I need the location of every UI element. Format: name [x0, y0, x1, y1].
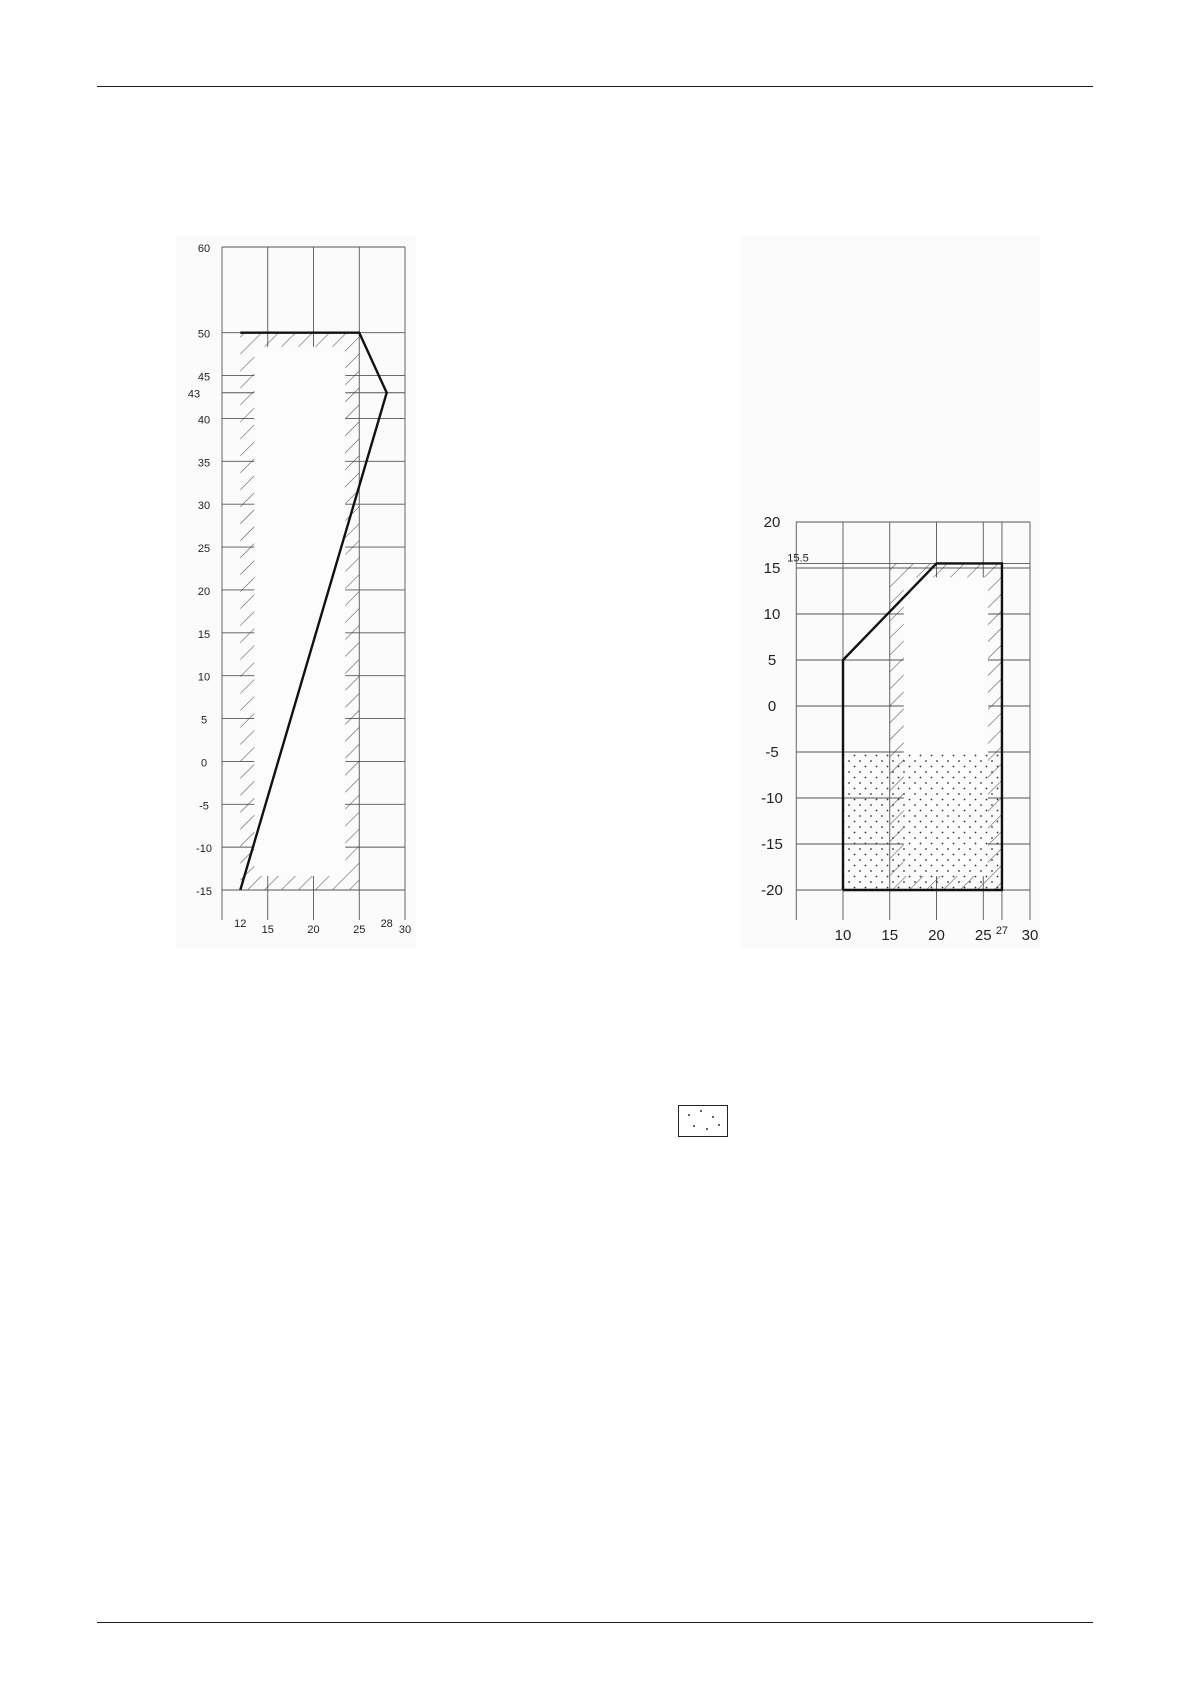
y-tick-label: 0	[767, 698, 777, 715]
x-tick-label: 20	[928, 927, 945, 944]
x-tick-label: 12	[234, 918, 247, 930]
x-tick-label: 30	[398, 924, 412, 936]
y-tick-label: 60	[197, 243, 211, 255]
y-tick-label: 15.5	[787, 552, 809, 565]
y-tick-label: -5	[765, 744, 779, 761]
y-tick-label: 43	[187, 388, 201, 401]
x-tick-label: 15	[261, 924, 274, 936]
y-tick-label: 25	[197, 543, 211, 556]
y-tick-label: 40	[197, 414, 211, 427]
y-tick-label: 45	[197, 371, 211, 384]
y-tick-label: -10	[761, 790, 783, 807]
x-tick-label: 25	[974, 927, 992, 944]
y-tick-label: 30	[197, 500, 211, 513]
dotted-area-legend-swatch	[678, 1105, 728, 1137]
y-tick-label: -10	[196, 843, 212, 856]
x-tick-label: 25	[353, 924, 366, 936]
y-tick-label: 15	[763, 560, 781, 577]
y-tick-label: 5	[200, 714, 208, 727]
y-tick-label: 10	[763, 606, 781, 623]
x-tick-label: 20	[307, 924, 320, 936]
y-tick-label: 0	[200, 757, 208, 770]
y-tick-label: 20	[197, 585, 211, 598]
y-tick-label: 50	[197, 328, 211, 341]
x-tick-label: 15	[881, 927, 899, 944]
y-tick-label: -15	[196, 886, 212, 898]
x-tick-label: 28	[380, 918, 393, 930]
y-tick-label: 15	[197, 628, 211, 641]
dotted-region	[843, 752, 1002, 890]
y-tick-label: -15	[761, 836, 783, 853]
x-tick-label: 30	[1021, 927, 1039, 944]
y-tick-label: -5	[199, 800, 209, 813]
y-tick-label: 20	[763, 514, 781, 531]
y-tick-label: -20	[761, 882, 783, 899]
x-tick-label: 10	[834, 927, 852, 944]
y-tick-label: 5	[767, 652, 777, 669]
x-tick-label: 27	[995, 925, 1009, 937]
y-tick-label: 35	[197, 457, 211, 470]
y-tick-label: 10	[197, 671, 211, 684]
